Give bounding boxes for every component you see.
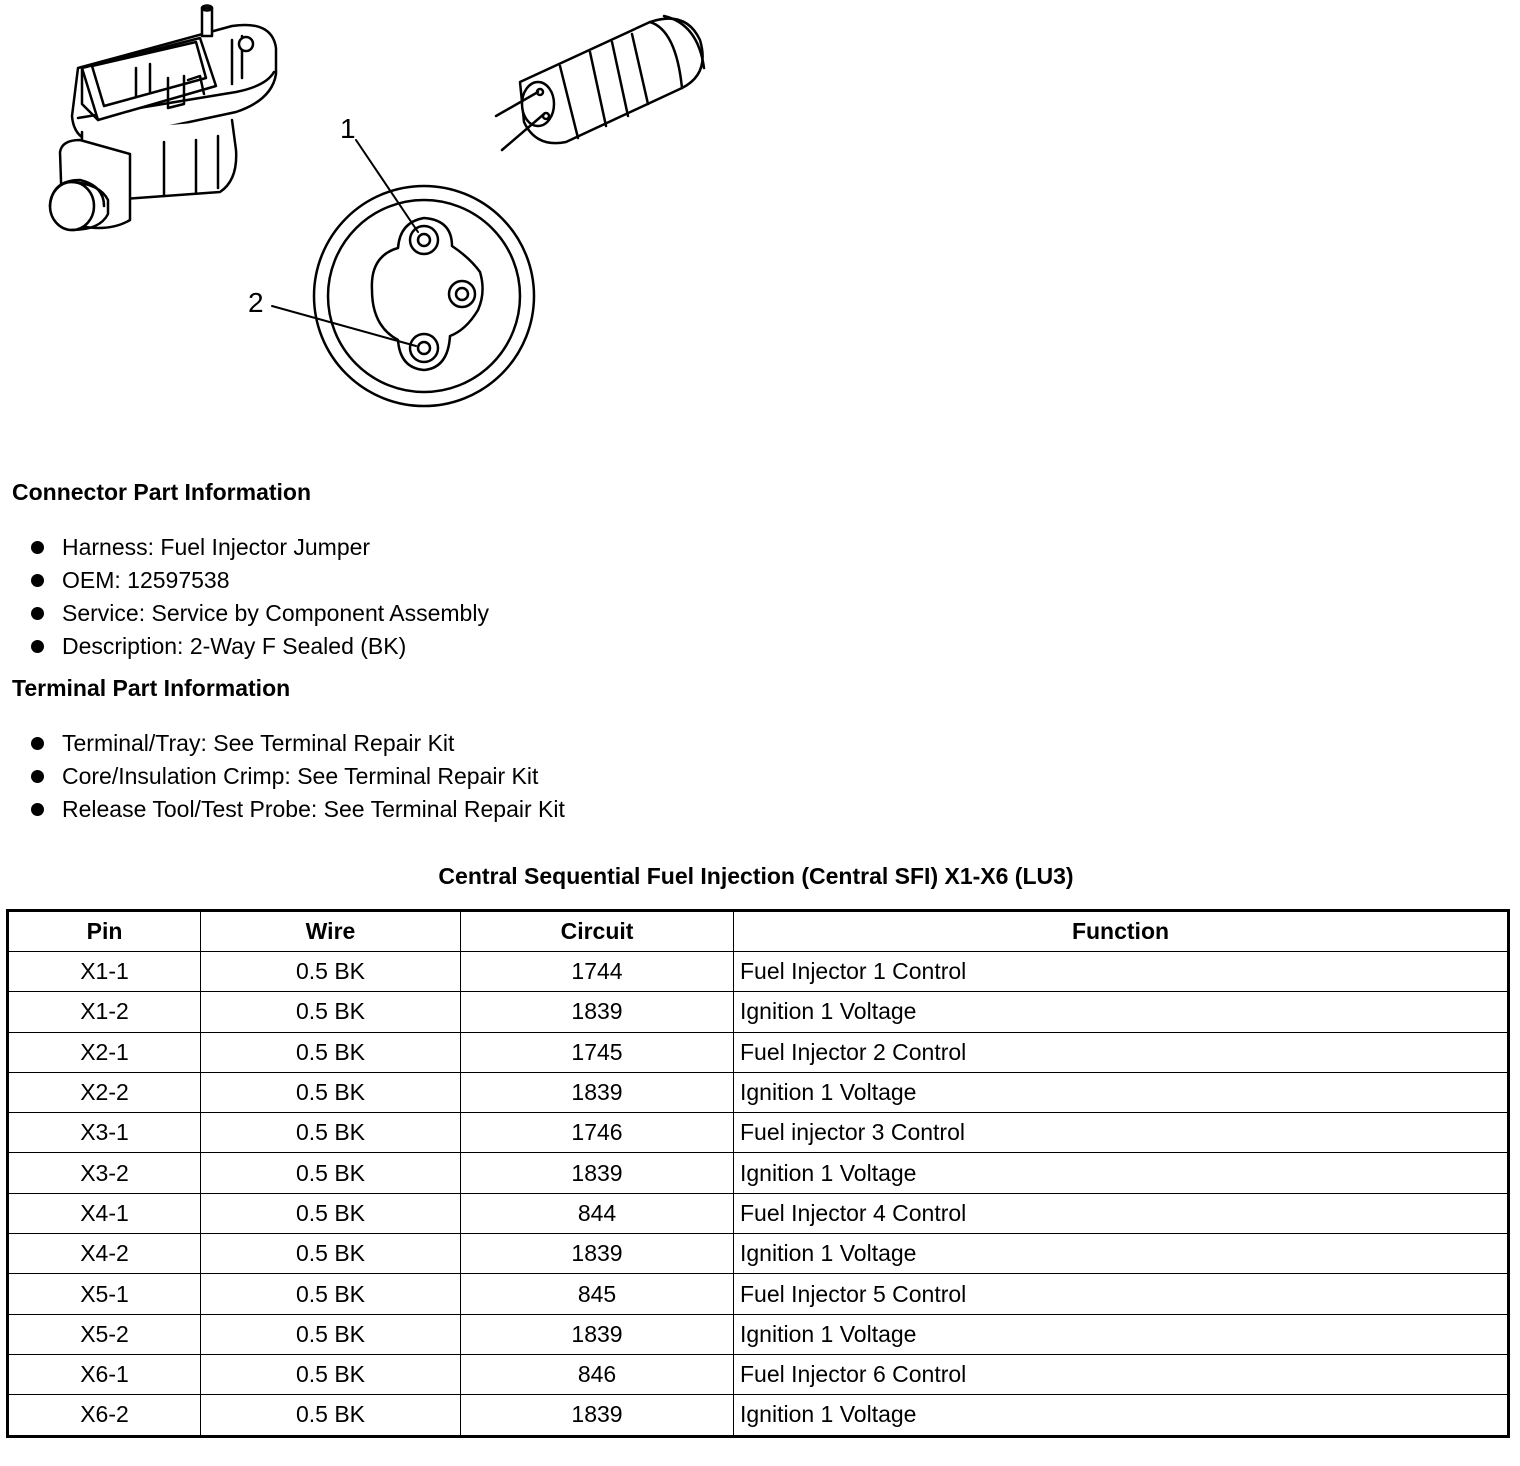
header-pin: Pin — [8, 911, 201, 952]
terminal-part-info-heading: Terminal Part Information — [12, 675, 291, 701]
cell-wire: 0.5 BK — [201, 1234, 461, 1274]
cell-circuit: 1839 — [461, 1395, 734, 1436]
cell-function: Fuel injector 3 Control — [734, 1113, 1509, 1153]
cell-wire: 0.5 BK — [201, 1395, 461, 1436]
cell-function: Fuel Injector 2 Control — [734, 1032, 1509, 1072]
cell-wire: 0.5 BK — [201, 1113, 461, 1153]
cell-function: Fuel Injector 1 Control — [734, 952, 1509, 992]
cell-function: Fuel Injector 4 Control — [734, 1193, 1509, 1233]
bullet-icon — [31, 574, 44, 587]
cell-circuit: 1746 — [461, 1113, 734, 1153]
cell-pin: X3-2 — [8, 1153, 201, 1193]
table-row — [8, 1274, 1509, 1314]
list-item: Harness: Fuel Injector Jumper — [28, 531, 489, 564]
table-row — [8, 1072, 1509, 1112]
callout-label-2: 2 — [248, 287, 264, 318]
cell-pin: X2-1 — [8, 1032, 201, 1072]
cell-circuit: 844 — [461, 1193, 734, 1233]
terminal-part-info-list — [28, 727, 565, 826]
cell-function: Ignition 1 Voltage — [734, 1395, 1509, 1436]
pinout-table — [6, 909, 1510, 1438]
bullet-icon — [31, 541, 44, 554]
bullet-icon — [31, 770, 44, 783]
list-item: Release Tool/Test Probe: See Terminal Repair Kit — [28, 793, 565, 826]
list-item: OEM: 12597538 — [28, 564, 489, 597]
cell-function: Ignition 1 Voltage — [734, 1153, 1509, 1193]
cell-wire: 0.5 BK — [201, 952, 461, 992]
cell-function: Ignition 1 Voltage — [734, 1314, 1509, 1354]
cell-function: Ignition 1 Voltage — [734, 1234, 1509, 1274]
cell-pin: X2-2 — [8, 1072, 201, 1112]
list-item: Description: 2-Way F Sealed (BK) — [28, 630, 489, 663]
cell-function: Fuel Injector 6 Control — [734, 1354, 1509, 1394]
cell-wire: 0.5 BK — [201, 1314, 461, 1354]
bullet-icon — [31, 737, 44, 750]
cell-wire: 0.5 BK — [201, 1153, 461, 1193]
cell-circuit: 1839 — [461, 1314, 734, 1354]
cell-wire: 0.5 BK — [201, 1032, 461, 1072]
cell-wire: 0.5 BK — [201, 1072, 461, 1112]
table-row — [8, 992, 1509, 1032]
cell-wire: 0.5 BK — [201, 1274, 461, 1314]
header-function: Function — [734, 911, 1509, 952]
connector-face-view — [314, 186, 534, 406]
connector-part-info-heading: Connector Part Information — [12, 479, 312, 505]
table-row — [8, 952, 1509, 992]
callout-label-1: 1 — [340, 113, 356, 144]
cell-wire: 0.5 BK — [201, 992, 461, 1032]
connector-part-info-list — [28, 531, 489, 663]
cell-circuit: 1839 — [461, 1234, 734, 1274]
cell-circuit: 845 — [461, 1274, 734, 1314]
table-row — [8, 1153, 1509, 1193]
table-header-row — [8, 911, 1509, 952]
cell-pin: X3-1 — [8, 1113, 201, 1153]
cell-pin: X4-1 — [8, 1193, 201, 1233]
table-row — [8, 1314, 1509, 1354]
cell-circuit: 846 — [461, 1354, 734, 1394]
list-item: Service: Service by Component Assembly — [28, 597, 489, 630]
cell-wire: 0.5 BK — [201, 1354, 461, 1394]
pinout-table-title: Central Sequential Fuel Injection (Central SFI) X1-X6 (LU3) — [438, 863, 1074, 889]
cell-circuit: 1744 — [461, 952, 734, 992]
cell-function: Ignition 1 Voltage — [734, 1072, 1509, 1112]
cell-wire: 0.5 BK — [201, 1193, 461, 1233]
cell-pin: X1-1 — [8, 952, 201, 992]
table-row — [8, 1395, 1509, 1436]
cell-circuit: 1839 — [461, 1153, 734, 1193]
cell-circuit: 1745 — [461, 1032, 734, 1072]
bullet-icon — [31, 803, 44, 816]
table-row — [8, 1032, 1509, 1072]
bullet-icon — [31, 640, 44, 653]
bullet-icon — [31, 607, 44, 620]
cell-function: Fuel Injector 5 Control — [734, 1274, 1509, 1314]
table-row — [8, 1113, 1509, 1153]
cell-circuit: 1839 — [461, 1072, 734, 1112]
cell-circuit: 1839 — [461, 992, 734, 1032]
connector-illustration — [0, 0, 760, 430]
cell-pin: X6-1 — [8, 1354, 201, 1394]
jumper-connector-drawing — [50, 6, 276, 231]
header-wire: Wire — [201, 911, 461, 952]
list-item: Core/Insulation Crimp: See Terminal Repair Kit — [28, 760, 565, 793]
cell-function: Ignition 1 Voltage — [734, 992, 1509, 1032]
list-item: Terminal/Tray: See Terminal Repair Kit — [28, 727, 565, 760]
table-row — [8, 1193, 1509, 1233]
table-row — [8, 1354, 1509, 1394]
cell-pin: X5-2 — [8, 1314, 201, 1354]
header-circuit: Circuit — [461, 911, 734, 952]
cell-pin: X1-2 — [8, 992, 201, 1032]
table-row — [8, 1234, 1509, 1274]
injector-drawing — [496, 16, 704, 150]
cell-pin: X5-1 — [8, 1274, 201, 1314]
cell-pin: X4-2 — [8, 1234, 201, 1274]
cell-pin: X6-2 — [8, 1395, 201, 1436]
